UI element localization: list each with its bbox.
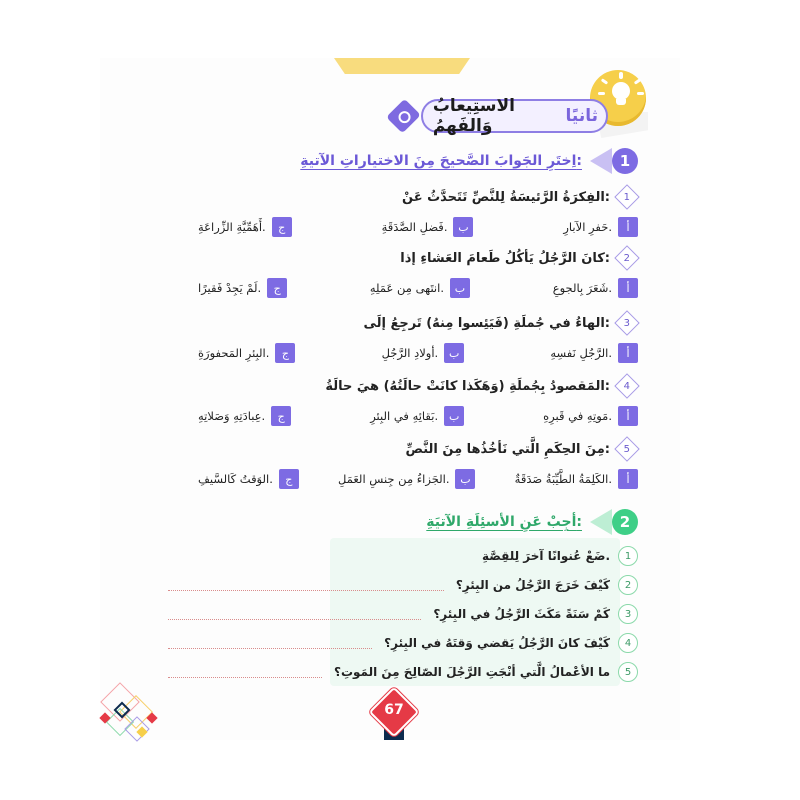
option-b[interactable] [370,278,470,298]
item-number-circle: 2 [618,575,638,595]
bulb-base-icon [616,99,626,105]
option-text: أَهَمِّيَّةِ الزِّراعَةِ. [198,220,266,234]
option-letter-badge: ب [444,406,464,426]
option-letter-badge: ج [279,469,299,489]
question-stem: المَقصودُ بِجُملَةِ (وَهَكَذا كانَتْ حالَتُهُ) هيَ حالَةُ: [325,378,610,394]
section-heading: الاستِيعابُ وَالفَهمُ [432,96,515,136]
section-title-pill [421,96,608,136]
question-stem: الهاءُ في جُملَةِ (فَيَئِسوا مِنهُ) تَرجِعُ إلَى: [363,315,610,331]
page-number: 67 [384,702,404,718]
item-number-diamond: 2 [614,245,639,270]
answer-line[interactable] [168,666,322,678]
option-letter-badge: ب [444,343,464,363]
open-question-text: كَيْفَ خَرَجَ الرَّجُلُ من البِئرِ؟ [455,578,610,592]
option-letter-badge: ب [453,217,473,237]
option-letter-badge: أ [618,406,638,426]
option-letter-badge: أ [618,278,638,298]
part1-instruction: اِختَرِ الجَوابَ الصَّحيحَ مِنَ الاختياراتِ الآتيةِ: [300,153,582,169]
option-b[interactable] [382,343,465,363]
mcq-item [198,184,638,238]
option-letter-badge: ج [275,343,295,363]
answer-line[interactable] [168,637,372,649]
section-number: ثانيًا [565,106,598,126]
option-letter-badge: ب [455,469,475,489]
option-letter-badge: ج [267,278,287,298]
bulb-ray-icon [598,92,605,95]
option-c[interactable] [198,217,292,237]
option-text: فَضلِ الصَّدَقَةِ. [381,220,448,234]
option-text: الجَزاءُ مِن جِنسِ العَمَلِ. [338,472,450,486]
option-a[interactable] [553,278,638,298]
mcq-item [198,436,638,490]
mcq-item [198,310,638,364]
item-number-diamond: 1 [614,184,639,209]
open-question-text: ما الأعْمالُ الَّتي أنْجَتِ الرَّجُلَ الصّالِحَ مِنَ المَوتِ؟ [334,665,610,679]
option-a[interactable] [550,343,638,363]
option-text: عِبادَتِهِ وَصَلاتِهِ. [198,409,266,423]
option-letter-badge: ج [271,406,291,426]
option-text: الوَقتُ كَالسَّيفِ. [198,472,273,486]
open-question-text: ضَعْ عُنوانًا آخرَ لِلقِصَّةِ. [481,549,610,563]
option-text: أولادِ الرَّجُلِ. [381,346,439,360]
option-letter-badge: أ [618,469,638,489]
option-text: حَفرِ الآبارِ. [563,220,612,234]
option-a[interactable] [515,469,638,489]
part2-instruction: أجِبْ عَنِ الأسئِلَةِ الآتيَةِ: [426,514,582,530]
mcq-item [198,373,638,427]
answer-line[interactable] [168,550,470,562]
top-yellow-band [334,58,470,74]
part2-number-badge: 2 [612,509,638,535]
option-c[interactable] [198,406,291,426]
bulb-ray-icon [637,92,644,95]
open-question [168,630,638,656]
option-text: لَمْ يَجِدْ فَقيرًا. [198,281,262,295]
option-text: البِئرِ المَحفورَةِ. [198,346,270,360]
question-stem: كانَ الرَّجُلُ يَأكُلُ طَعامَ العَشاءِ إذا: [400,250,610,266]
open-question-text: كَمْ سَنَةً مَكَثَ الرَّجُلُ في البِئرِ؟ [433,607,610,621]
option-c[interactable] [198,278,287,298]
part1-header [300,146,638,176]
option-text: بَقائِهِ في البِئرِ. [370,409,439,423]
option-text: الكَلِمَةُ الطَّيِّبَةُ صَدَقَةٌ. [514,472,612,486]
open-question [168,601,638,627]
item-number-circle: 4 [618,633,638,653]
mcq-item [198,245,638,299]
option-letter-badge: أ [618,343,638,363]
option-b[interactable] [382,217,474,237]
item-number-circle: 3 [618,604,638,624]
option-text: الرَّجُلِ نَفسِهِ. [550,346,612,360]
question-stem: مِنَ الحِكَمِ الَّتي نَأخُذُها مِنَ النَّصِّ: [405,441,610,457]
option-letter-badge: ب [450,278,470,298]
part2-wedge-icon [590,509,612,535]
option-c[interactable] [198,469,299,489]
option-a[interactable] [563,217,638,237]
option-text: شَعَرَ بِالجوعِ. [552,281,612,295]
answer-line[interactable] [168,579,444,591]
page-diamond-icon [372,690,416,734]
option-text: مَوتِهِ في قَبرِهِ. [543,409,612,423]
section-title [392,96,608,136]
option-letter-badge: أ [618,217,638,237]
item-number-circle: 5 [618,662,638,682]
item-number-diamond: 4 [614,373,639,398]
option-b[interactable] [370,406,464,426]
part1-number-badge: 1 [612,148,638,174]
question-stem: الفِكرَةُ الرَّئيسَةُ لِلنَّصِّ تَتَحدَّثُ عَنْ: [402,189,610,205]
part2-header [426,507,638,537]
part1-wedge-icon [590,148,612,174]
item-number-diamond: 3 [614,310,639,335]
item-number-circle: 1 [618,546,638,566]
diamond-ring-icon [386,99,421,134]
bulb-globe-icon [612,82,630,100]
open-question [168,659,638,685]
answer-line[interactable] [168,608,421,620]
option-a[interactable] [543,406,638,426]
open-question-text: كَيْفَ كانَ الرَّجُلُ يَقضي وَقتَهُ في البِئرِ؟ [384,636,610,650]
option-text: انتَهى مِن عَمَلِهِ. [369,281,444,295]
option-letter-badge: ج [272,217,292,237]
open-question [168,543,638,569]
option-c[interactable] [198,343,295,363]
bulb-ray-icon [619,72,623,79]
option-b[interactable] [338,469,475,489]
item-number-diamond: 5 [614,436,639,461]
open-question [168,572,638,598]
